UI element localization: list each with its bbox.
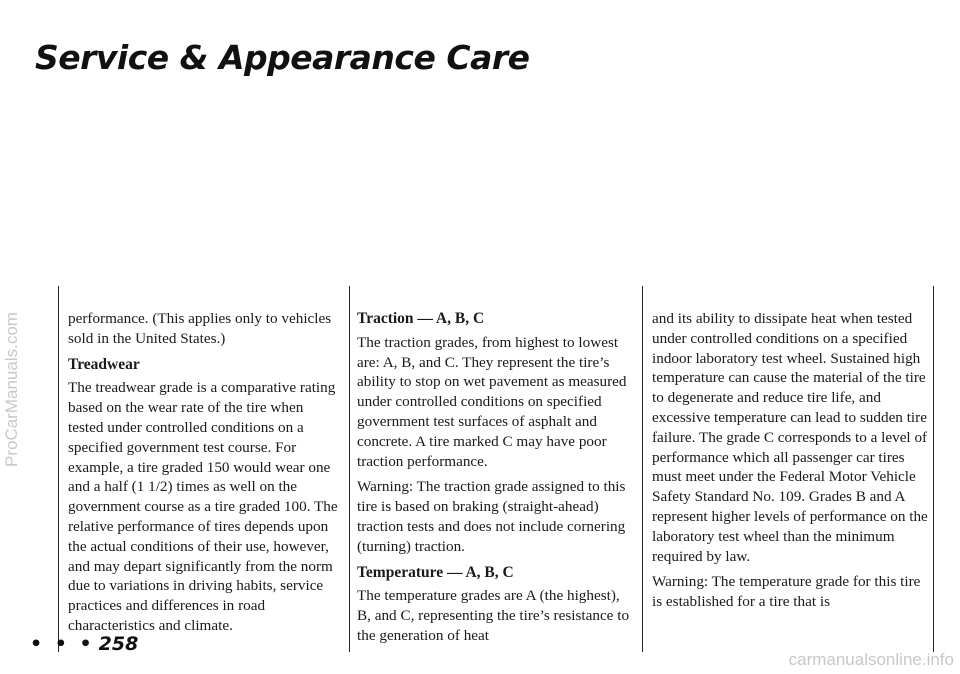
section-heading: Temperature — A, B, C	[357, 563, 514, 581]
paragraph: performance. (This applies only to vehicles sold in the United States.)	[68, 310, 332, 347]
column-rule-left	[58, 286, 59, 652]
paragraph: and its ability to dissipate heat when tested under controlled conditions on a specified indoor laboratory test wheel. Sustained high temperature can cause the material of the tire to degenerate and reduce tire life, and excessive temperature can lead to sudden tire failure. The grade C corresponds to a level of performance which all passenger car tires must meet under the Federal Motor Vehicle Safety Standard No. 109. Grades B and A represent higher levels of performance on the laboratory test wheel than the minimum required by law.	[652, 310, 928, 565]
text-column-2	[357, 309, 635, 652]
paragraph: The temperature grades are A (the highest), B, and C, representing the tire’s resistance to the generation of heat	[357, 587, 630, 644]
paragraph: Warning: The traction grade assigned to this tire is based on braking (straight-ahead) traction tests and does not include cornering (turning) traction.	[357, 478, 626, 555]
column-rule-middle-left	[349, 286, 350, 652]
column-rule-right	[933, 286, 934, 652]
section-heading: Treadwear	[68, 355, 140, 373]
page-number	[30, 633, 138, 655]
page-number-dots: • • •	[30, 633, 95, 655]
column-rule-middle-right	[642, 286, 643, 652]
paragraph: The traction grades, from highest to lowest are: A, B, and C. They represent the tire’s ability to stop on wet pavement as measured under controlled conditions on specified government test surfaces of asphalt and concrete. A tire marked C may have poor traction performance.	[357, 333, 627, 470]
text-column-3	[652, 309, 930, 618]
section-heading: Traction — A, B, C	[357, 310, 485, 327]
footer-watermark: carmanualsonline.info	[788, 650, 954, 669]
page-number-value: 258	[98, 633, 139, 655]
side-watermark: ProCarManuals.com	[2, 312, 21, 468]
paragraph: Warning: The temperature grade for this tire is established for a tire that is	[652, 573, 921, 611]
text-column-1	[68, 309, 342, 642]
paragraph: The treadwear grade is a comparative rating based on the wear rate of the tire when tested under controlled conditions on a specified government test course. For example, a tire graded 150 would wear one and a half (1 1/2) times as well on the government course as a tire graded 100. The relative performance of tires depends upon the actual conditions of their use, however, and may depart significantly from the norm due to variations in driving habits, service practices and differences in road characteristics and climate.	[68, 379, 338, 634]
page-title: Service & Appearance Care	[35, 38, 530, 77]
